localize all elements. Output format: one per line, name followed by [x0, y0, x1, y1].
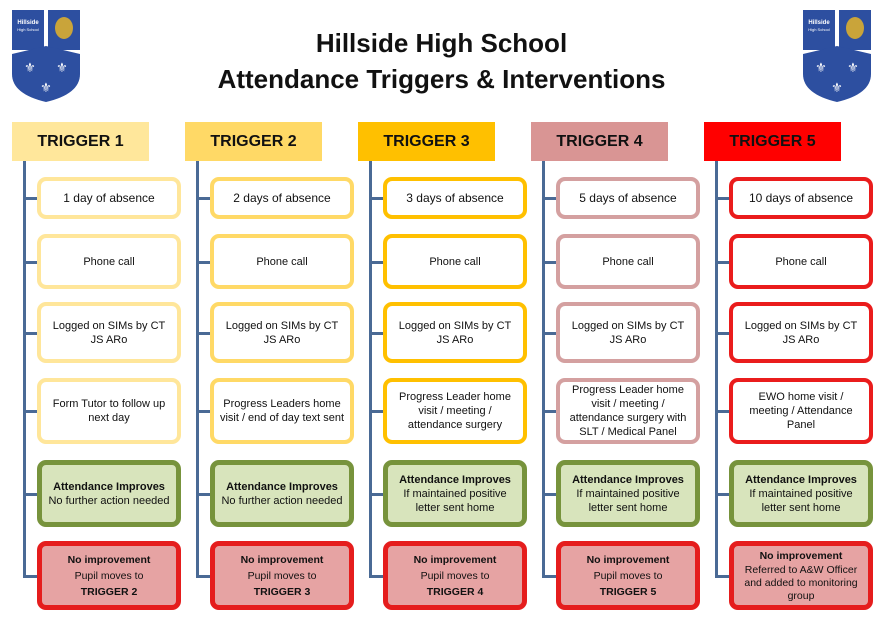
connector-line [542, 161, 545, 577]
trigger-header: TRIGGER 5 [704, 122, 841, 161]
no-improvement-title: No improvement [413, 553, 497, 566]
no-improvement-text: Pupil moves to [593, 569, 663, 582]
trigger-header: TRIGGER 4 [531, 122, 668, 161]
no-improvement-text: Referred to A&W Officer and added to monitoring group [744, 564, 858, 602]
step-box [729, 177, 873, 219]
connector-line [23, 161, 26, 577]
improves-title: Attendance Improves [572, 473, 684, 486]
step-text: Progress Leader home visit / meeting / attendance surgery [399, 391, 511, 431]
improves-text: If maintained positive letter sent home [749, 487, 853, 514]
trigger-column-4 [531, 122, 704, 617]
no-improvement-box [556, 541, 700, 610]
step-text: 2 days of absence [233, 191, 331, 205]
svg-text:⚜: ⚜ [831, 80, 843, 95]
svg-text:⚜: ⚜ [40, 80, 52, 95]
improves-text: No further action needed [48, 494, 170, 507]
step-text: 10 days of absence [748, 191, 854, 205]
attendance-improves-box [37, 460, 181, 527]
improves-title: Attendance Improves [53, 480, 165, 493]
step-box [556, 378, 700, 444]
step-text: Phone call [775, 255, 827, 268]
step-text: Phone call [256, 255, 308, 268]
step-box [556, 234, 700, 289]
step-box [729, 234, 873, 289]
connector-line [369, 161, 372, 577]
school-logo-right [801, 8, 873, 104]
improves-text: No further action needed [221, 494, 343, 507]
improves-title: Attendance Improves [399, 473, 511, 486]
svg-text:High School: High School [17, 27, 39, 32]
step-text: Logged on SIMs by CT JS ARo [398, 319, 512, 346]
step-text: Logged on SIMs by CT JS ARo [52, 319, 166, 346]
step-box [556, 302, 700, 363]
no-improvement-text: Pupil moves to [420, 569, 490, 582]
svg-text:⚜: ⚜ [56, 60, 68, 75]
step-box [556, 177, 700, 219]
no-improvement-title: No improvement [67, 553, 151, 566]
page-title: Attendance Triggers & Interventions [217, 64, 666, 94]
step-box [383, 177, 527, 219]
trigger-column-2 [185, 122, 358, 617]
improves-text: If maintained positive letter sent home [403, 487, 507, 514]
next-trigger: TRIGGER 4 [426, 585, 484, 598]
svg-text:Hillside: Hillside [17, 20, 39, 26]
step-box [210, 234, 354, 289]
connector-line [715, 161, 718, 577]
step-text: Progress Leader home visit / meeting / attendance surgery with SLT / Medical Panel [569, 384, 687, 438]
step-box [37, 177, 181, 219]
step-box [383, 302, 527, 363]
trigger-header: TRIGGER 1 [12, 122, 149, 161]
step-box [37, 234, 181, 289]
school-name: Hillside High School [315, 28, 568, 58]
svg-text:⚜: ⚜ [815, 60, 827, 75]
step-box [729, 378, 873, 444]
connector-line [196, 161, 199, 577]
attendance-improves-box [383, 460, 527, 527]
svg-text:⚜: ⚜ [24, 60, 36, 75]
no-improvement-title: No improvement [240, 553, 324, 566]
step-box [210, 302, 354, 363]
step-text: Progress Leaders home visit / end of day text sent [219, 398, 345, 424]
step-text: Logged on SIMs by CT JS ARo [225, 319, 339, 346]
no-improvement-box [729, 541, 873, 610]
trigger-column-1 [12, 122, 185, 617]
svg-text:Hillside: Hillside [808, 20, 830, 26]
step-text: Logged on SIMs by CT JS ARo [744, 319, 858, 346]
trigger-header: TRIGGER 2 [185, 122, 322, 161]
no-improvement-box [383, 541, 527, 610]
improves-title: Attendance Improves [745, 473, 857, 486]
next-trigger: TRIGGER 2 [80, 585, 138, 598]
attendance-improves-box [729, 460, 873, 527]
step-text: 3 days of absence [406, 191, 504, 205]
step-box [383, 378, 527, 444]
next-trigger: TRIGGER 3 [253, 585, 311, 598]
trigger-column-3 [358, 122, 531, 617]
improves-text: If maintained positive letter sent home [576, 487, 680, 514]
step-box [729, 302, 873, 363]
svg-text:⚜: ⚜ [847, 60, 859, 75]
svg-text:High School: High School [808, 27, 830, 32]
no-improvement-title: No improvement [586, 553, 670, 566]
no-improvement-box [210, 541, 354, 610]
improves-title: Attendance Improves [226, 480, 338, 493]
no-improvement-text: Pupil moves to [74, 569, 144, 582]
no-improvement-title: No improvement [759, 550, 843, 562]
trigger-header: TRIGGER 3 [358, 122, 495, 161]
step-text: 5 days of absence [579, 191, 677, 205]
step-text: Phone call [602, 255, 654, 268]
no-improvement-text: Pupil moves to [247, 569, 317, 582]
step-box [37, 302, 181, 363]
attendance-improves-box [556, 460, 700, 527]
step-text: Form Tutor to follow up next day [52, 398, 166, 424]
step-text: Logged on SIMs by CT JS ARo [571, 319, 685, 346]
step-text: Phone call [83, 255, 135, 268]
trigger-column-5 [704, 122, 877, 617]
step-box [383, 234, 527, 289]
no-improvement-box [37, 541, 181, 610]
next-trigger: TRIGGER 5 [599, 585, 657, 598]
step-box [37, 378, 181, 444]
step-text: EWO home visit / meeting / Attendance Panel [749, 391, 853, 431]
attendance-improves-box [210, 460, 354, 527]
step-text: Phone call [429, 255, 481, 268]
step-box [210, 378, 354, 444]
step-text: 1 day of absence [63, 191, 155, 205]
step-box [210, 177, 354, 219]
school-logo-left [10, 8, 82, 104]
